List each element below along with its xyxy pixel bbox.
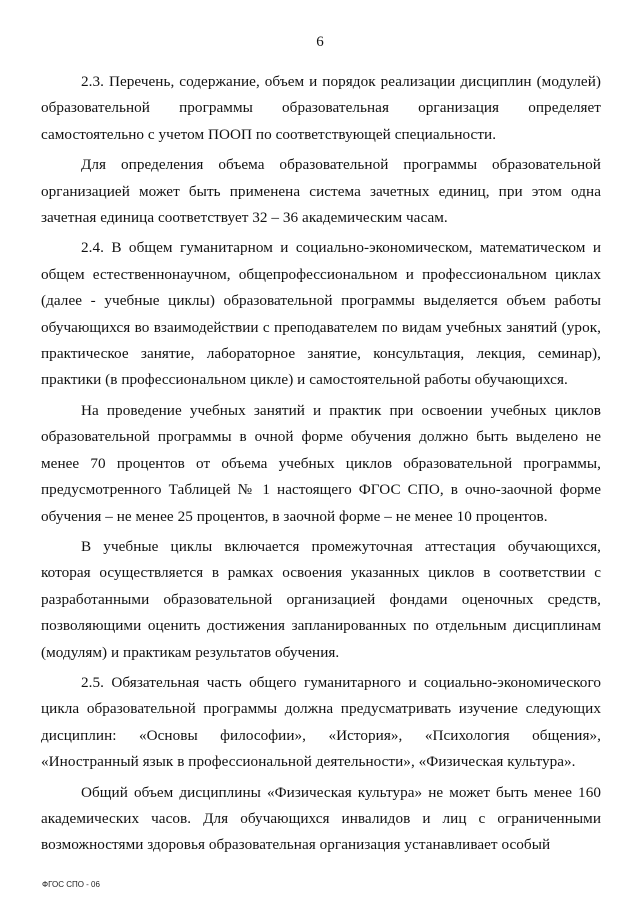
paragraph-attestation: В учебные циклы включается промежуточная аттестация обучающихся, которая осуществляется в рамках освоения указанных циклов в соответствии с разработанными образовательной организацией фондами оценочных средств, позволяющими оценить достижения запланированных по отдельным дисциплинам (модулям) и практикам результатов обучения. [41, 537, 601, 661]
paragraph-2-4: 2.4. В общем гуманитарном и социально-экономическом, математическом и общем естественнонаучном, общепрофессиональном и профессиональном циклах (далее - учебные циклы) образовательной программы выделяется объем работы обучающихся во взаимодействии с преподавателем по видам учебных занятий (урок, практическое занятие, лабораторное занятие, консультация, лекция, семинар), практики (в профессиональном цикле) и самостоятельной работы обучающихся. [41, 239, 601, 389]
page-number: 6 [316, 34, 324, 50]
paragraph-credit-units: Для определения объема образовательной программы образовательной организацией может быть применена система зачетных единиц, при этом одна зачетная единица соответствует 32 – 36 академическим часам. [41, 156, 601, 227]
footer-code: ФГОС СПО - 06 [42, 880, 100, 889]
document-body [41, 69, 601, 863]
paragraph-contact-hours: На проведение учебных занятий и практик при освоении учебных циклов образовательной программы в очной форме обучения должно быть выделено не менее 70 процентов от объема учебных циклов образовательной программы, предусмотренного Таблицей № 1 настоящего ФГОС СПО, в очно-заочной форме обучения – не менее 25 процентов, в заочной форме – не менее 10 процентов. [41, 401, 601, 525]
paragraph-2-3: 2.3. Перечень, содержание, объем и порядок реализации дисциплин (модулей) образовательной программы образовательная организация определяет самостоятельно с учетом ПООП по соответствующей специальности. [41, 73, 601, 143]
paragraph-2-5: 2.5. Обязательная часть общего гуманитарного и социально-экономического цикла образовательной программы должна предусматривать изучение следующих дисциплин: «Основы философии», «История», «Психология общения», «Иностранный язык в профессиональной деятельности», «Физическая культура». [41, 673, 601, 771]
paragraph-physical-culture: Общий объем дисциплины «Физическая культура» не может быть менее 160 академических часов. Для обучающихся инвалидов и лиц с ограниченными возможностями здоровья образовательная организация устанавливает особый [41, 783, 601, 854]
